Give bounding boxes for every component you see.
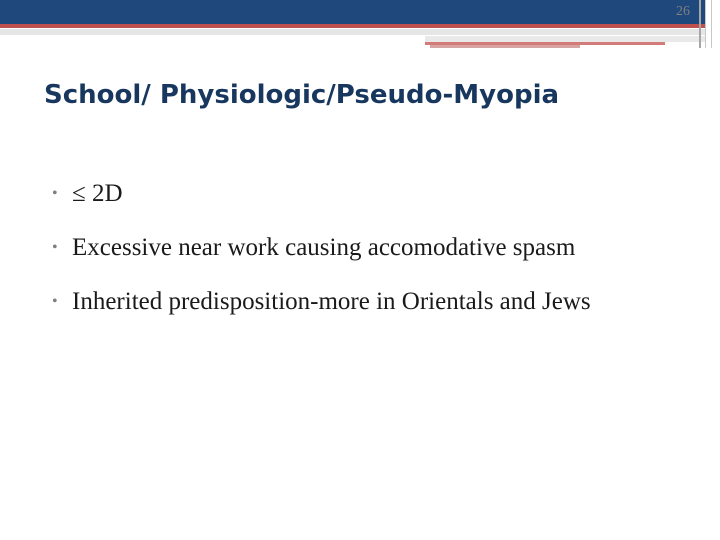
bullet-text: ≤ 2D [72,180,123,207]
slide-title: School/ Physiologic/Pseudo-Myopia [44,80,560,110]
header-red-line-short [430,45,580,48]
bullet-text: Excessive near work causing accomodative spasm [72,234,576,261]
header-vertical-line [699,0,701,48]
bullet-list [52,168,672,330]
bullet-item [52,222,672,274]
bullet-icon: • [52,239,58,256]
header-navy-bar [0,0,705,24]
header-red-bar [0,24,705,28]
bullet-text: Inherited predisposition-more in Orientals and Jews [72,288,591,315]
header-vertical-line [711,0,712,48]
bullet-item [52,168,672,220]
bullet-item [52,276,672,328]
header-vertical-line [705,0,706,48]
page-number: 26 [676,4,690,19]
bullet-icon: • [52,185,58,202]
header-gray-bar [0,29,705,35]
bullet-icon: • [52,293,58,310]
